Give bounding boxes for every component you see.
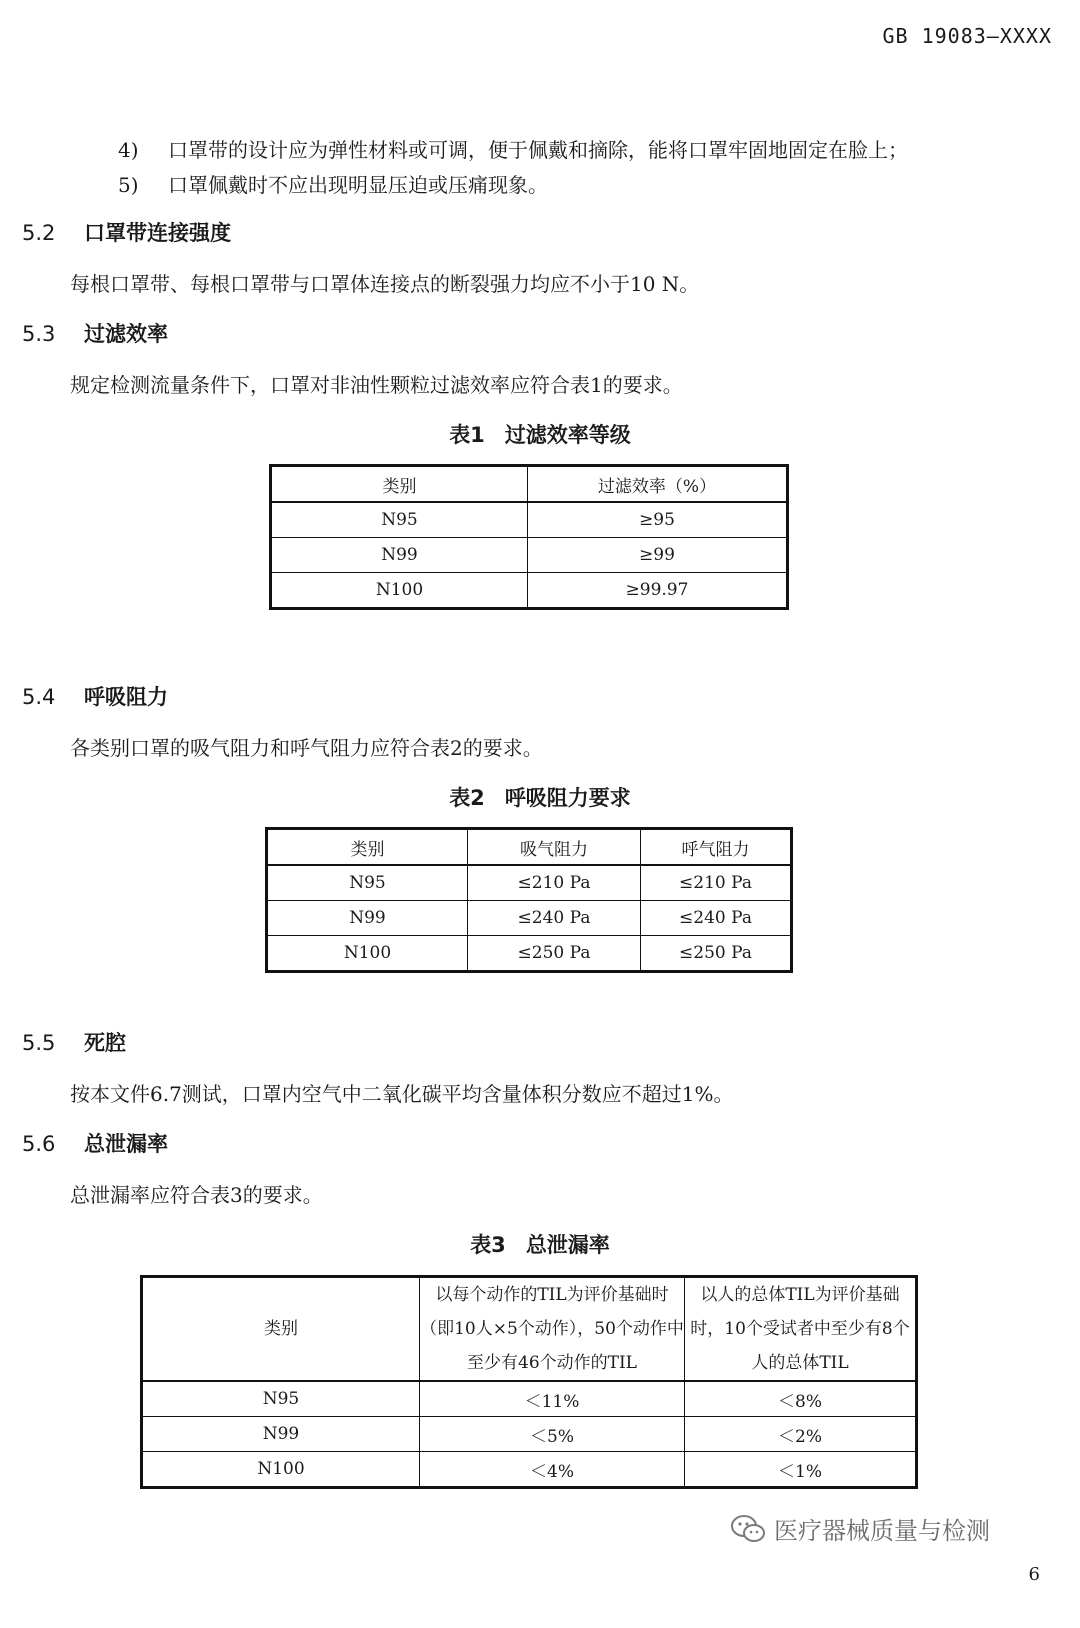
table3-caption (0, 1229, 1080, 1259)
section-heading-5-5 (22, 1027, 126, 1057)
table-header-cell: 过滤效率（%） (528, 466, 788, 503)
table-cell: ＜8% (685, 1381, 917, 1417)
table-row (271, 573, 788, 609)
section-number: 5.4 (22, 685, 56, 709)
table-cell: ≤240 Pa (641, 901, 792, 936)
list-item-number: 5) (118, 173, 139, 197)
table-cell: ＜1% (685, 1452, 917, 1488)
list-item (118, 134, 908, 163)
table-cell: ＜4% (420, 1452, 685, 1488)
watermark-text: 医疗器械质量与检测 (774, 1517, 990, 1545)
table1-filtration-efficiency (269, 464, 789, 610)
section-number: 5.5 (22, 1031, 56, 1055)
table-cell: ≤210 Pa (468, 865, 641, 901)
table-cell: N95 (142, 1381, 420, 1417)
section-heading-5-4 (22, 681, 168, 711)
list-item-text: 口罩带的设计应为弹性材料或可调，便于佩戴和摘除，能将口罩牢固地固定在脸上； (168, 138, 908, 162)
section-heading-5-6 (22, 1128, 168, 1158)
table-cell: ≤250 Pa (468, 936, 641, 972)
list-item (118, 169, 548, 198)
table-cell: N100 (271, 573, 528, 609)
table-row (271, 538, 788, 573)
table-header-cell: 类别 (267, 829, 468, 866)
table-caption-number: 表3 (470, 1233, 506, 1257)
section-title: 总泄漏率 (84, 1132, 168, 1156)
section-heading-5-2 (22, 217, 231, 247)
table-cell: ≤240 Pa (468, 901, 641, 936)
table2-caption (0, 782, 1080, 812)
section-paragraph: 规定检测流量条件下，口罩对非油性颗粒过滤效率应符合表1的要求。 (70, 373, 683, 397)
table-cell: ≥99 (528, 538, 788, 573)
table-cell: ＜2% (685, 1417, 917, 1452)
table-cell: ＜5% (420, 1417, 685, 1452)
table-row (267, 936, 792, 972)
section-number: 5.3 (22, 322, 56, 346)
table3-total-leakage (140, 1275, 918, 1489)
table-cell: ≥95 (528, 502, 788, 538)
table-header-cell: 吸气阻力 (468, 829, 641, 866)
table-caption-number: 表1 (449, 423, 485, 447)
table1-caption (0, 419, 1080, 449)
section-title: 口罩带连接强度 (84, 221, 231, 245)
table-header-cell: 以人的总体TIL为评价基础时，10个受试者中至少有8个人的总体TIL (685, 1277, 917, 1382)
section-heading-5-3 (22, 318, 168, 348)
table-row (271, 502, 788, 538)
section-title: 过滤效率 (84, 322, 168, 346)
section-title: 呼吸阻力 (84, 685, 168, 709)
section-paragraph: 每根口罩带、每根口罩带与口罩体连接点的断裂强力均应不小于10 N。 (70, 272, 700, 296)
table-header-row (142, 1277, 917, 1382)
table-header-cell: 呼气阻力 (641, 829, 792, 866)
section-paragraph: 总泄漏率应符合表3的要求。 (70, 1183, 323, 1207)
section-title: 死腔 (84, 1031, 126, 1055)
table-cell: ＜11% (420, 1381, 685, 1417)
table-caption-title: 总泄漏率 (525, 1233, 610, 1257)
section-paragraph: 各类别口罩的吸气阻力和呼气阻力应符合表2的要求。 (70, 736, 543, 760)
table-header-cell: 类别 (142, 1277, 420, 1382)
watermark (730, 1511, 990, 1546)
table-header-row (271, 466, 788, 503)
section-number: 5.2 (22, 221, 56, 245)
table-cell: N95 (267, 865, 468, 901)
table-cell: N99 (142, 1417, 420, 1452)
table-header-cell: 以每个动作的TIL为评价基础时（即10人×5个动作），50个动作中至少有46个动作的TIL (420, 1277, 685, 1382)
table-cell: ≤250 Pa (641, 936, 792, 972)
table-row (142, 1417, 917, 1452)
table-row (142, 1381, 917, 1417)
table-cell: N95 (271, 502, 528, 538)
table-caption-title: 呼吸阻力要求 (504, 786, 631, 810)
table-cell: N100 (142, 1452, 420, 1488)
table-header-cell: 类别 (271, 466, 528, 503)
wechat-icon (730, 1514, 766, 1544)
page-number: 6 (1028, 1564, 1040, 1585)
list-item-text: 口罩佩戴时不应出现明显压迫或压痛现象。 (168, 173, 548, 197)
table-caption-number: 表2 (449, 786, 485, 810)
table-header-row (267, 829, 792, 866)
table-caption-title: 过滤效率等级 (504, 423, 631, 447)
table-row (267, 901, 792, 936)
table-row (267, 865, 792, 901)
table-cell: ≤210 Pa (641, 865, 792, 901)
table-row (142, 1452, 917, 1488)
table-cell: N99 (267, 901, 468, 936)
section-number: 5.6 (22, 1132, 56, 1156)
table-cell: N100 (267, 936, 468, 972)
section-paragraph: 按本文件6.7测试，口罩内空气中二氧化碳平均含量体积分数应不超过1%。 (70, 1082, 734, 1106)
list-item-number: 4) (118, 138, 139, 162)
document-code: GB 19083—XXXX (882, 24, 1052, 48)
table2-breathing-resistance (265, 827, 793, 973)
table-cell: ≥99.97 (528, 573, 788, 609)
table-cell: N99 (271, 538, 528, 573)
